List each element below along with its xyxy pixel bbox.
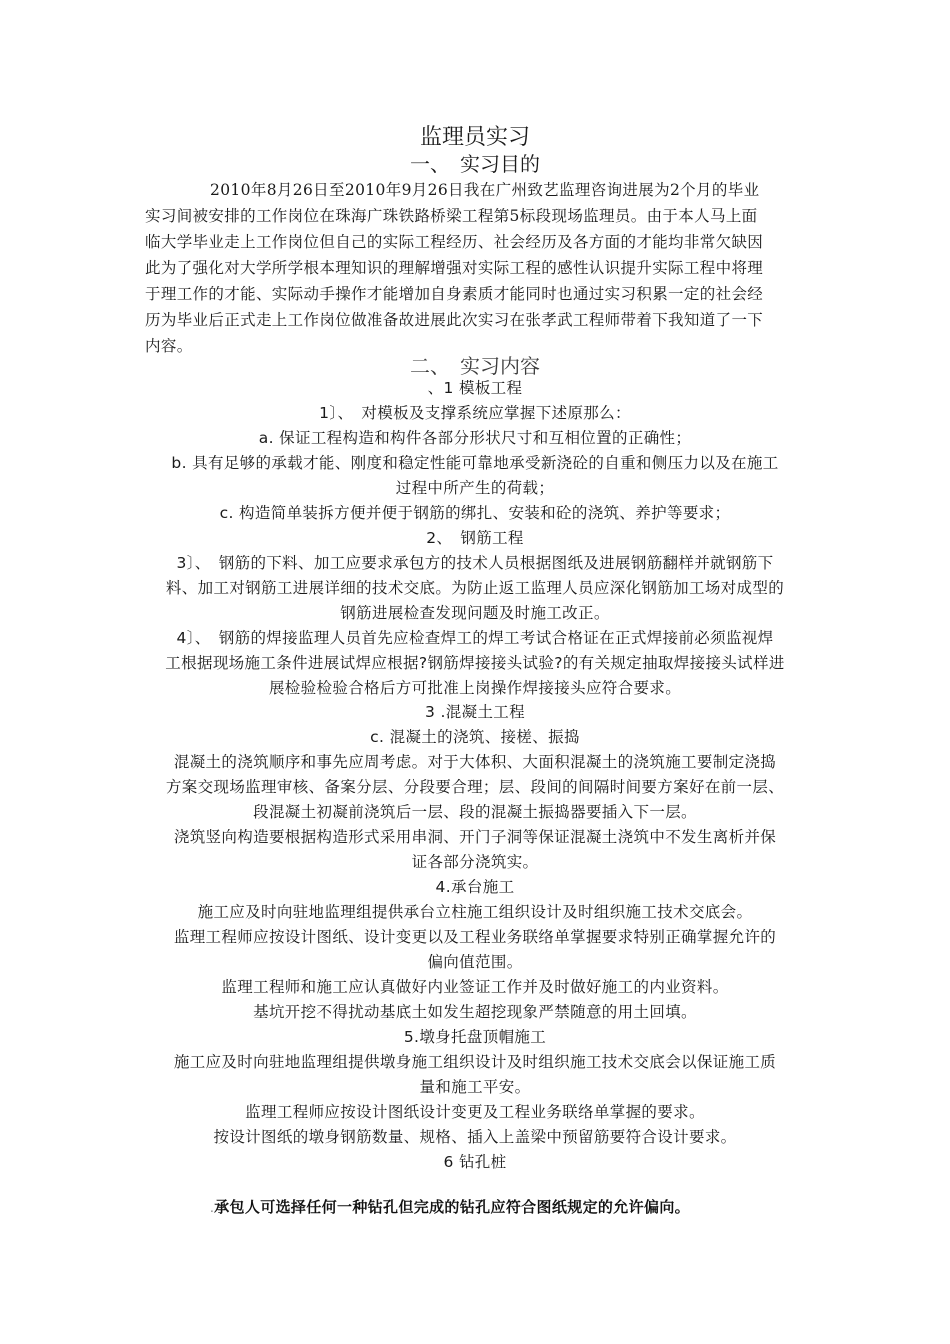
content-line: 3 .混凝土工程	[424, 703, 526, 721]
content-line: b. 具有足够的承载才能、刚度和稳定性能可靠地承受新浇砼的自重和侧压力以及在施工	[171, 454, 779, 472]
final-line-text: 承包人可选择任何一种钻孔但完成的钻孔应符合图纸规定的允许偏向。	[214, 1198, 691, 1216]
paragraph-line: 于理工作的才能、实际动手操作才能增加自身素质才能同时也通过实习积累一定的社会经	[145, 285, 764, 303]
content-line: 按设计图纸的墩身钢筋数量、规格、插入上盖梁中预留筋要符合设计要求。	[213, 1128, 737, 1146]
document-title: 监理员实习	[419, 125, 530, 150]
content-line: 5.墩身托盘顶帽施工	[403, 1028, 547, 1046]
section-heading-content: 二、 实习内容	[410, 354, 540, 378]
content-line: 混凝土的浇筑顺序和事先应周考虑。对于大体积、大面积混凝土的浇筑施工要制定浇捣	[173, 753, 777, 771]
content-line: 监理工程师和施工应认真做好内业签证工作并及时做好施工的内业资料。	[221, 978, 729, 996]
content-line: 方案交现场监理审核、备案分层、分段要合理；层、段间的间隔时间要方案好在前一层、	[165, 778, 785, 796]
content-line: 段混凝土初凝前浇筑后一层、段的混凝土振捣器要插入下一层。	[253, 803, 697, 821]
paragraph-line: 此为了强化对大学所学根本理知识的理解增强对实际工程的感性认识提升实际工程中将理	[145, 259, 764, 277]
content-line: 浇筑竖向构造要根据构造形式采用串洞、开门子洞等保证混凝土浇筑中不发生离析并保	[173, 828, 777, 846]
content-line: 4.承台施工	[435, 878, 515, 896]
content-line: 钢筋进展检查发现问题及时施工改正。	[340, 604, 610, 622]
content-line: 1〕、 对模板及支撑系统应掌握下述原那么：	[319, 404, 631, 422]
content-line: 3〕、 钢筋的下料、加工应要求承包方的技术人员根据图纸及进展钢筋翻样并就钢筋下	[176, 554, 774, 572]
section-heading-purpose: 一、 实习目的	[410, 152, 540, 176]
paragraph-line: 历为毕业后正式走上工作岗位做准备故进展此次实习在张孝武工程师带着下我知道了一下	[145, 311, 764, 329]
content-line: 基坑开挖不得扰动基底土如发生超挖现象严禁随意的用土回填。	[253, 1003, 697, 1021]
content-line: 偏向值范围。	[427, 953, 523, 971]
content-line: 施工应及时向驻地监理组提供承台立柱施工组织设计及时组织施工技术交底会。	[197, 903, 753, 921]
content-line: c. 构造简单装拆方便并便于钢筋的绑扎、安装和砼的浇筑、养护等要求；	[219, 504, 731, 522]
content-line: 量和施工平安。	[419, 1078, 531, 1096]
content-line: a. 保证工程构造和构件各部分形状尺寸和互相位置的正确性；	[258, 429, 692, 447]
content-line: 2、 钢筋工程	[426, 529, 524, 547]
content-line: 监理工程师应按设计图纸、设计变更以及工程业务联络单掌握要求特别正确掌握允许的	[173, 928, 777, 946]
content-line: 料、加工对钢筋工进展详细的技术交底。为防止返工监理人员应深化钢筋加工场对成型的	[165, 579, 785, 597]
content-line: 6 钻孔桩	[443, 1153, 507, 1171]
content-line: 工根据现场施工条件进展试焊应根据?钢筋焊接接头试验?的有关规定抽取焊接接头试样进	[165, 654, 785, 672]
content-line: 、1 模板工程	[427, 379, 523, 397]
content-line: 证各部分浇筑实。	[411, 853, 539, 871]
final-line	[210, 1196, 690, 1217]
paragraph-line: 临大学毕业走上工作岗位但自己的实际工程经历、社会经历及各方面的才能均非常欠缺因	[145, 233, 764, 251]
content-line: 监理工程师应按设计图纸设计变更及工程业务联络单掌握的要求。	[245, 1103, 705, 1121]
content-line: 施工应及时向驻地监理组提供墩身施工组织设计及时组织施工技术交底会以保证施工质	[173, 1053, 777, 1071]
paragraph-line: 实习间被安排的工作岗位在珠海广珠铁路桥梁工程第5标段现场监理员。由于本人马上面	[145, 207, 758, 225]
content-line: 过程中所产生的荷载；	[395, 479, 555, 497]
paragraph-line: 2010年8月26日至2010年9月26日我在广州致艺监理咨询进展为2个月的毕业	[210, 181, 760, 199]
content-line: c. 混凝土的浇筑、接槎、振捣	[370, 728, 580, 746]
content-line: 4〕、 钢筋的焊接监理人员首先应检查焊工的焊工考试合格证在正式焊接前必须监视焊	[176, 629, 774, 647]
paragraph-line: 内容。	[145, 337, 193, 355]
content-line: 展检验检验合格后方可批准上岗操作焊接接头应符合要求。	[268, 679, 682, 697]
final-line-prefix: .	[210, 1201, 215, 1215]
